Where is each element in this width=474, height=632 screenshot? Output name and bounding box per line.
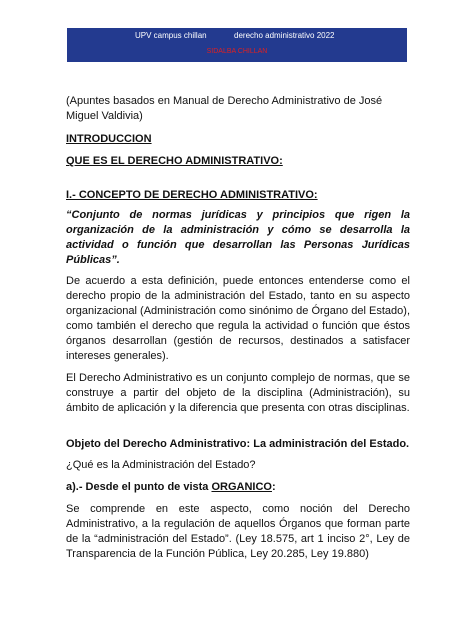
header-campus-label: UPV campus chillan	[135, 31, 207, 40]
definition-quote: “Conjunto de normas jurídicas y principios que rigen la organización de la administración y cómo se desarrolla la actividad o función que desarrollan las Personas Jurídicas Públicas”.	[66, 209, 410, 266]
heading-introduccion: INTRODUCCION	[66, 133, 152, 145]
paragraph-definition-explanation: De acuerdo a esta definición, puede entonces entenderse como el derecho propio de la administración del Estado, tanto en su aspecto organizacional (Administración como sinónimo de Órgano del Estado), como también el derecho que regula la actividad o función que éstos órganos desarrollan (gestión de recursos, destinados a satisfacer intereses generales).	[66, 275, 410, 362]
subsection-prefix: a).- Desde el punto de vista	[66, 481, 212, 493]
header-author: SIDALBA CHILLAN	[206, 48, 268, 55]
header-course-label: derecho administrativo 2022	[234, 31, 335, 40]
heading-question: QUE ES EL DERECHO ADMINISTRATIVO:	[66, 155, 283, 167]
document-body	[66, 94, 410, 562]
subsection-keyword: ORGANICO	[211, 481, 272, 493]
header-banner	[67, 28, 407, 62]
subsection-organico	[66, 480, 410, 495]
section-title: I.- CONCEPTO DE DERECHO ADMINISTRATIVO:	[66, 189, 318, 201]
paragraph-complex-norms: El Derecho Administrativo es un conjunto complejo de normas, que se construye a partir del objeto de la disciplina (Administración), su ámbito de aplicación y la diferencia que presenta con otras disciplinas.	[66, 372, 410, 414]
header-top-row	[67, 28, 407, 43]
question-line: ¿Qué es la Administración del Estado?	[66, 459, 256, 471]
object-heading: Objeto del Derecho Administrativo: La administración del Estado.	[66, 438, 410, 450]
source-note: (Apuntes basados en Manual de Derecho Administrativo de José Miguel Valdivia)	[66, 95, 383, 122]
paragraph-organic: Se comprende en este aspecto, como noción del Derecho Administrativo, a la regulación de aquellos Órganos que forman parte de la “administración del Estado”. (Ley 18.575, art 1 inciso 2°, Ley de Transparencia de la Función Pública, Ley 20.285, Ley 19.880)	[66, 503, 410, 560]
subsection-suffix: :	[271, 481, 276, 493]
